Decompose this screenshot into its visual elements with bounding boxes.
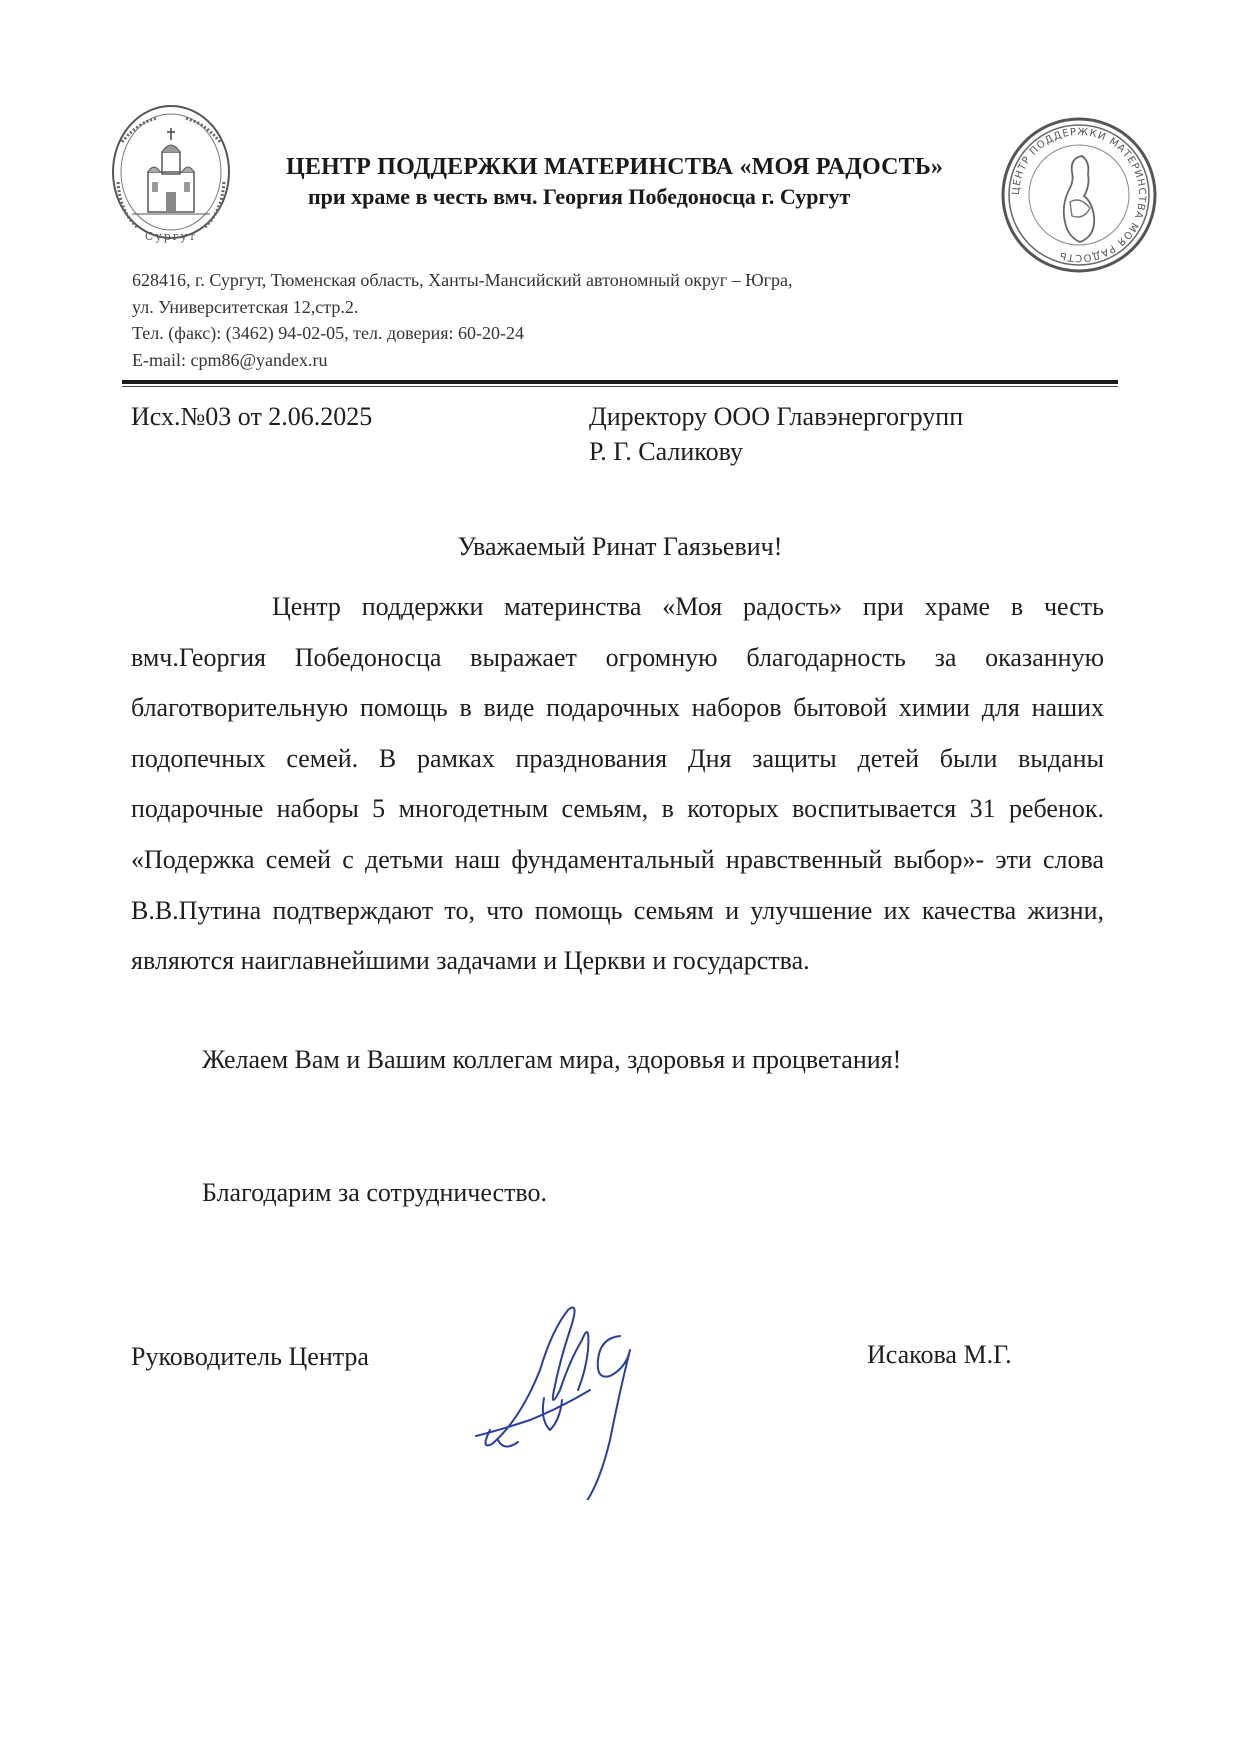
addressee-name: Р. Г. Саликову: [589, 437, 744, 466]
svg-text:ЦЕНТР ПОДДЕРЖКИ МАТЕРИНСТВА МО: ЦЕНТР ПОДДЕРЖКИ МАТЕРИНСТВА МОЯ РАДОСТЬ: [1010, 126, 1148, 264]
header-divider: [122, 380, 1118, 384]
mother-child-emblem-icon: [1000, 116, 1158, 274]
contact-street: ул. Университетская 12,стр.2.: [132, 297, 359, 317]
church-emblem-icon: [108, 102, 234, 250]
letter-thanks: Благодарим за сотрудничество.: [202, 1178, 548, 1207]
letter-body: [131, 582, 1104, 987]
signatory-name: Исакова М.Г.: [867, 1340, 1012, 1369]
contact-email: E-mail: cpm86@yandex.ru: [132, 350, 328, 370]
handwritten-signature-icon: [470, 1280, 680, 1500]
letter-wish: Желаем Вам и Вашим коллегам мира, здоровья и процветания!: [202, 1045, 902, 1074]
addressee-position: Директору ООО Главэнергогрупп: [589, 402, 964, 431]
letter-greeting: Уважаемый Ринат Гаязьевич!: [457, 532, 783, 561]
letter-body-paragraph: Центр поддержки материнства «Моя радость» при храме в честь вмч.Георгия Победоносца выражает огромную благодарность за оказанную благотворительную помощь в виде подарочных наборов бытовой химии для наших подопечных семей. В рамках празднования Дня защиты детей были выданы подарочные наборы 5 многодетным семьям, в которых воспитывается 31 ребенок. «Подержка семей с детьми наш фундаментальный нравственный выбор»- эти слова В.В.Путина подтверждают то, что помощь семьям и улучшение их качества жизни, являются наиглавнейшими задачами и Церкви и государства.: [131, 592, 1104, 976]
contact-address: 628416, г. Сургут, Тюменская область, Ханты-Мансийский автономный округ – Югра,: [132, 270, 793, 290]
org-title: ЦЕНТР ПОДДЕРЖКИ МАТЕРИНСТВА «МОЯ РАДОСТЬ»: [286, 154, 944, 180]
outgoing-reference: Исх.№03 от 2.06.2025: [131, 402, 373, 431]
header-divider-thin: [122, 386, 1118, 387]
org-subtitle: при храме в честь вмч. Георгия Победоносца г. Сургут: [308, 184, 851, 209]
signatory-role: Руководитель Центра: [131, 1342, 369, 1371]
contact-phone: Тел. (факс): (3462) 94-02-05, тел. доверия: 60-20-24: [132, 323, 524, 343]
svg-text:Сургут: Сургут: [144, 230, 198, 243]
